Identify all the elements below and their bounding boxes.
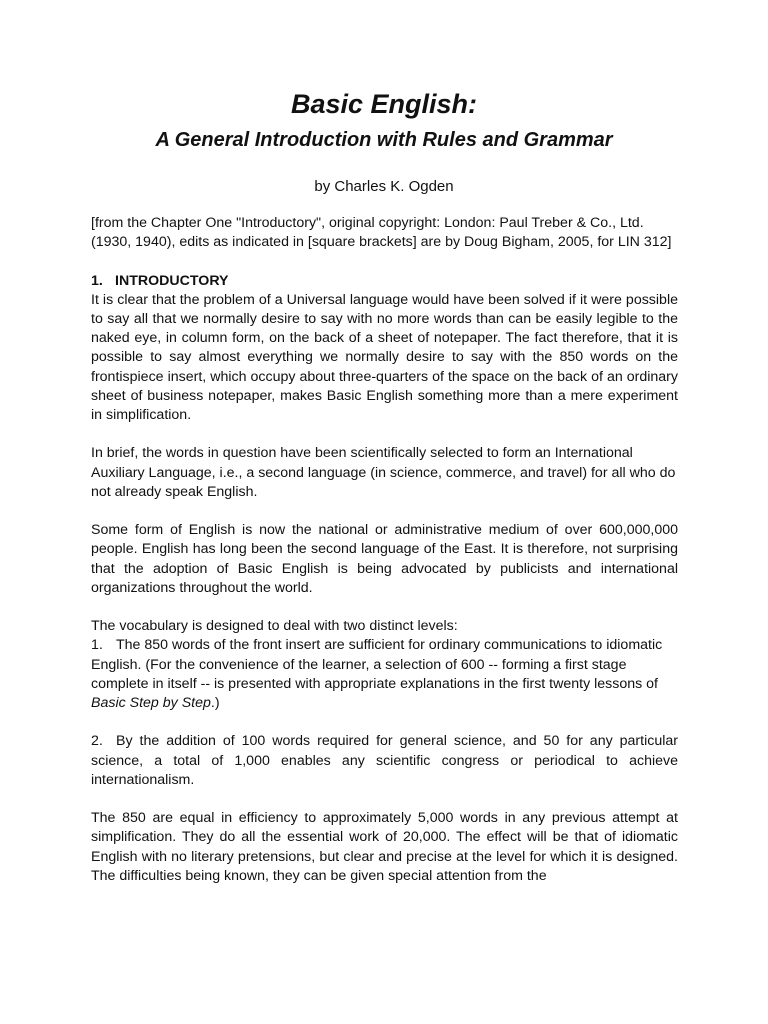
author-byline: by Charles K. Ogden (314, 178, 454, 195)
section-title: INTRODUCTORY (115, 272, 229, 289)
paragraph-some-form: Some form of English is now the national or administrative medium of over 600,000,000 people. English has long been the second language of the East. It is therefore, not surprising that the adoption of Basic English is being advocated by publicists and international organizations throughout the world. (91, 522, 678, 596)
list-item-850-words (91, 636, 678, 713)
section-number: 1. (91, 272, 103, 289)
document-subtitle: A General Introduction with Rules and Grammar (155, 129, 613, 151)
list-item-1000-words (91, 732, 678, 790)
list-item-number: 1. (91, 637, 103, 654)
document-title: Basic English: (290, 89, 478, 119)
list-item-text: The 850 words of the front insert are sufficient for ordinary communications to idiomatic English. (For the convenience of the learner, a selection of 600 -- forming a first stage complete in itself -- is presented with appropriate explanations in the first twenty lessons of (91, 637, 663, 692)
list-item-text-end: .) (210, 695, 220, 712)
document-body (91, 214, 678, 886)
book-title-italic: Basic Step by Step (91, 695, 211, 712)
list-item-number: 2. (91, 733, 103, 750)
paragraph-in-brief: In brief, the words in question have been scientifically selected to form an International Auxiliary Language, i.e., a second language (in science, commerce, and travel) for all who do not already speak English. (91, 445, 676, 500)
paragraph-850-efficiency: The 850 are equal in efficiency to approximately 5,000 words in any previous attempt at simplification. They do all the essential work of 20,000. The effect will be that of idiomatic English with no literary pretensions, but clear and precise at the level for which it is designed. The difficulties being known, they can be given special attention from the (91, 810, 678, 884)
source-note: [from the Chapter One "Introductory", original copyright: London: Paul Treber & Co., Ltd. (1930, 1940), edits as indicated in [square brackets] are by Doug Bigham, 2005, for LIN 312] (91, 215, 672, 251)
section-heading (91, 272, 678, 291)
list-item-text: By the addition of 100 words required for general science, and 50 for any particular science, a total of 1,000 enables any scientific congress or periodical to achieve internationalism. (91, 733, 678, 788)
paragraph-vocabulary-levels: The vocabulary is designed to deal with two distinct levels: (91, 618, 458, 635)
paragraph-universal-language: It is clear that the problem of a Universal language would have been solved if it were possible to say all that we normally desire to say with no more words than can be easily legible to the naked eye, in column form, on the back of a sheet of notepaper. The fact therefore, that it is possible to say almost everything we normally desire to say with the 850 words on the frontispiece insert, which occupy about three-quarters of the space on the back of an ordinary sheet of business notepaper, makes Basic English something more than a mere experiment in simplification. (91, 291, 678, 424)
